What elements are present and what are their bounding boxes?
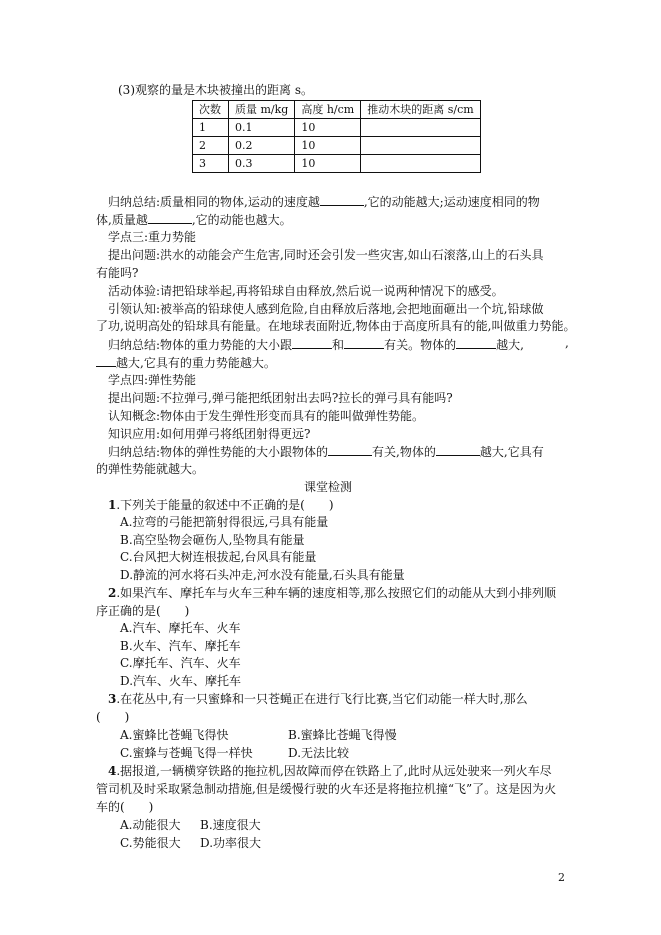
table-cell: 10: [295, 155, 361, 173]
data-table: [192, 100, 481, 173]
question-4-stem2: 管司机及时采取紧急制动措施,但是缓慢行驶的火车还是将拖拉机撞“飞”了。这是因为火: [96, 782, 557, 796]
question-3-line2: 有能吗?: [96, 266, 139, 280]
table-header: 质量 m/kg: [229, 101, 295, 119]
margin-mark: ,: [565, 336, 569, 350]
summary-3-line2: [96, 354, 276, 371]
q3-option-b: B.蜜蜂比苍蝇飞得慢: [288, 728, 397, 742]
q2-option-d: D.汽车、火车、摩托车: [120, 674, 242, 688]
table-row: [193, 155, 481, 173]
q2-option-b: B.火车、汽车、摩托车: [120, 639, 241, 653]
question-number: 2: [108, 586, 117, 600]
q4-option-a: A.动能很大: [120, 818, 181, 832]
check-title: 课堂检测: [304, 480, 353, 494]
table-cell: 0.2: [229, 137, 295, 155]
question-4: 提出问题:不拉弹弓,弹弓能把纸团射出去吗?拉长的弹弓具有能吗?: [108, 391, 453, 405]
table-row: [193, 137, 481, 155]
guide-3-line1: 引领认知:被举高的铅球使人感到危险,自由释放后落地,会把地面砸出一个坑,铅球做: [108, 302, 544, 316]
q4-option-b: B.速度很大: [200, 818, 261, 832]
question-3-stem2: ( ): [96, 710, 130, 724]
q1-option-c: C.台风把大树连根拔起,台风具有能量: [120, 550, 317, 564]
q3-option-d: D.无法比较: [288, 746, 350, 760]
guide-3-line2: 了功,说明高处的铅球具有能量。在地球表面附近,物体由于高度所具有的能,叫做重力势能。: [96, 319, 576, 333]
apply-4: 知识应用:如何用弹弓将纸团射得更远?: [108, 427, 311, 441]
summary-3-line1: [108, 336, 524, 353]
fill-blank[interactable]: [292, 336, 332, 349]
summary-text: 归纳总结:物体的弹性势能的大小跟物体的: [108, 445, 329, 459]
table-cell: 1: [193, 119, 229, 137]
activity-3: 活动体验:请把铅球举起,再将铅球自由释放,然后说一说两种情况下的感受。: [108, 284, 504, 298]
question-number: 1: [108, 498, 117, 512]
table-cell: 10: [295, 119, 361, 137]
summary-text: 越大,它具有: [479, 445, 544, 459]
question-text: .在花丛中,有一只蜜蜂和一只苍蝇正在进行飞行比赛,当它们动能一样大时,那么: [116, 692, 528, 706]
summary-text: 和: [332, 338, 345, 352]
fill-blank[interactable]: [328, 443, 372, 456]
fill-blank[interactable]: [456, 336, 496, 349]
question-2-stem: [108, 585, 556, 601]
q2-option-a: A.汽车、摩托车、火车: [120, 621, 241, 635]
question-3-line1: 提出问题:洪水的动能会产生危害,同时还会引发一些灾害,如山石滚落,山上的石头具: [108, 248, 544, 262]
summary-4-line2: 的弹性势能就越大。: [96, 462, 205, 476]
q2-option-c: C.摩托车、汽车、火车: [120, 656, 241, 670]
question-text: .如果汽车、摩托车与火车三种车辆的速度相等,那么按照它们的动能从大到小排列顺: [116, 586, 556, 600]
q1-option-d: D.静流的河水将石头冲走,河水没有能量,石头具有能量: [120, 568, 405, 582]
q4-option-d: D.功率很大: [200, 836, 262, 850]
summary-text: ,它的动能也越大。: [191, 213, 292, 227]
fill-blank[interactable]: [148, 211, 192, 224]
q1-option-a: A.拉弯的弓能把箭射得很远,弓具有能量: [120, 515, 329, 529]
table-cell: 2: [193, 137, 229, 155]
table-row: [193, 119, 481, 137]
question-4-stem3: 车的( ): [96, 800, 154, 814]
q3-option-c: C.蜜蜂与苍蝇飞得一样快: [120, 746, 253, 760]
table-cell: [361, 155, 480, 173]
question-number: 4: [108, 764, 117, 778]
table-cell: 0.1: [229, 119, 295, 137]
summary-text: 归纳总结:质量相同的物体,运动的速度越: [108, 195, 320, 209]
table-cell: 0.3: [229, 155, 295, 173]
table-header: 次数: [193, 101, 229, 119]
summary-text: 有关,物体的: [372, 445, 436, 459]
summary-text: 归纳总结:物体的重力势能的大小跟: [108, 338, 293, 352]
question-1-stem: [108, 497, 334, 513]
q4-option-c: C.势能很大: [120, 836, 181, 850]
table-cell: 10: [295, 137, 361, 155]
summary-1-line2: [96, 211, 292, 228]
question-text: .下列关于能量的叙述中不正确的是( ): [116, 498, 334, 512]
page-number: 2: [558, 871, 565, 884]
summary-text: 体,质量越: [96, 213, 148, 227]
section-3-title: 学点三:重力势能: [108, 230, 197, 244]
fill-blank[interactable]: [96, 354, 116, 367]
section-4-title: 学点四:弹性势能: [108, 373, 197, 387]
question-number: 3: [108, 692, 117, 706]
summary-text: 越大,它具有的重力势能越大。: [116, 356, 276, 370]
table-header: 推动木块的距离 s/cm: [361, 101, 480, 119]
question-text: .据报道,一辆横穿铁路的拖拉机,因故障而停在铁路上了,此时从远处驶来一列火车尽: [116, 764, 552, 778]
summary-4-line1: [108, 443, 544, 460]
fill-blank[interactable]: [436, 443, 480, 456]
q1-option-b: B.高空坠物会砸伤人,坠物具有能量: [120, 533, 305, 547]
table-cell: 3: [193, 155, 229, 173]
table-header-row: [193, 101, 481, 119]
q3-option-a: A.蜜蜂比苍蝇飞得快: [120, 728, 229, 742]
table-cell: [361, 137, 480, 155]
observe-heading: (3)观察的量是木块被撞出的距离 s。: [118, 83, 313, 97]
concept-4: 认知概念:物体由于发生弹性形变而具有的能叫做弹性势能。: [108, 409, 425, 423]
question-2-stem2: 序正确的是( ): [96, 604, 190, 618]
summary-text: 有关。物体的: [384, 338, 457, 352]
summary-text: ,它的动能越大;运动速度相同的物: [363, 195, 540, 209]
table-cell: [361, 119, 480, 137]
question-3-stem: [108, 691, 528, 707]
fill-blank[interactable]: [320, 193, 364, 206]
summary-1-line1: [108, 193, 540, 210]
table-header: 高度 h/cm: [295, 101, 361, 119]
fill-blank[interactable]: [344, 336, 384, 349]
question-4-stem: [108, 763, 552, 779]
summary-text: 越大,: [496, 338, 524, 352]
